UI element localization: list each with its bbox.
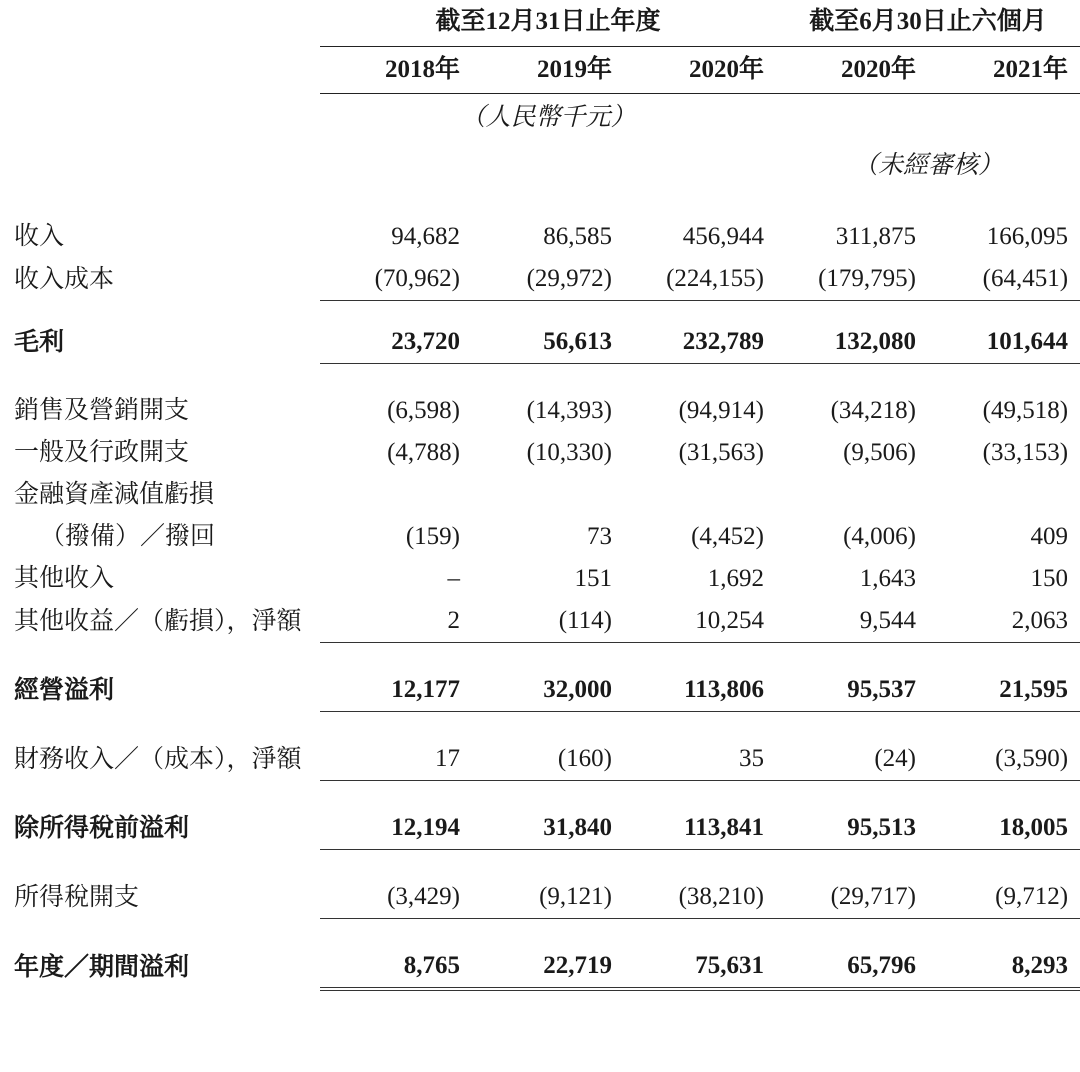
header-year-2020: 2020年 [624,47,776,94]
row-value: 23,720 [320,321,472,364]
row-label: 金融資產減值虧損 [14,481,215,508]
gap-row-6 [0,781,1080,808]
row-value: 166,095 [986,223,1069,250]
table-row-gross-profit [0,321,1080,364]
gap-cell [0,781,1080,808]
row-value: 456,944 [682,223,765,250]
row-value: 95,513 [776,807,928,850]
row-value [320,474,472,516]
row-value: (224,155) [624,258,776,301]
row-label: 其他收入 [14,565,115,592]
currency-note-row [0,94,1080,143]
row-value: 150 [1030,565,1069,592]
header-group-interim: 截至6月30日止六個月 [776,0,1080,47]
row-value: 22,719 [472,945,624,989]
gap-cell [0,919,1080,946]
audit-note-row [0,142,1080,190]
row-value: (4,006) [843,523,917,550]
table-row-selling-expenses [0,390,1080,432]
row-value: (3,590) [928,738,1080,781]
row-value: (38,210) [624,876,776,919]
header-year-2021-interim: 2021年 [928,47,1080,94]
gap-row-4 [0,643,1080,670]
table-row-other-gains [0,600,1080,643]
row-value: 2,063 [928,600,1080,643]
gap-cell [0,712,1080,739]
audit-spacer [0,142,320,190]
row-value: (4,452) [691,523,765,550]
currency-note: （人民幣千元） [460,104,636,131]
row-value: (3,429) [320,876,472,919]
row-value: (31,563) [678,439,765,466]
header-spacer-2 [0,47,320,94]
currency-empty [776,94,1080,143]
row-label: 經營溢利 [14,676,115,704]
row-value: 8,293 [928,945,1080,989]
row-value: 56,613 [472,321,624,364]
row-value: 311,875 [835,223,917,250]
table-row-finance-income [0,738,1080,781]
row-value: (179,795) [776,258,928,301]
row-value: 65,796 [776,945,928,989]
row-value [776,474,928,516]
table-row-profit-before-tax [0,807,1080,850]
table-row-other-income [0,558,1080,600]
row-label: （撥備）／撥回 [40,523,216,550]
row-label: 所得稅開支 [14,883,140,911]
row-label: 收入成本 [14,265,115,293]
row-label: 一般及行政開支 [14,439,190,466]
audit-empty [320,142,776,190]
row-value: 73 [587,523,612,550]
table-row-operating-profit [0,669,1080,712]
header-year-2020-interim: 2020年 [776,47,928,94]
row-value: 10,254 [624,600,776,643]
row-value [928,474,1080,516]
table-row-profit-for-period [0,945,1080,989]
gap-row-3 [0,364,1080,391]
row-value: (9,506) [843,439,917,466]
row-label: 其他收益／（虧損），淨額 [14,607,302,635]
gap-row-1 [0,190,1080,216]
gap-row-8 [0,919,1080,946]
row-value [624,474,776,516]
row-value: 232,789 [624,321,776,364]
row-value: 18,005 [928,807,1080,850]
row-value: (14,393) [526,397,612,424]
gap-cell [0,301,1080,322]
row-label: 銷售及營銷開支 [14,397,190,424]
row-value: (6,598) [387,397,460,424]
table-row-impairment-provision [0,516,1080,558]
header-spacer [0,0,320,47]
row-value: 2 [320,600,472,643]
currency-spacer [0,94,320,143]
row-value: 12,194 [320,807,472,850]
row-value: 113,841 [624,807,776,850]
row-value: 35 [624,738,776,781]
header-year-2019: 2019年 [472,47,624,94]
gap-row-7 [0,850,1080,877]
audit-note: （未經審核） [853,152,1004,179]
row-value: (114) [472,600,624,643]
row-value: 94,682 [391,223,460,250]
row-value: 8,765 [320,945,472,989]
row-value: (29,717) [776,876,928,919]
row-value: 17 [320,738,472,781]
row-value: 101,644 [928,321,1080,364]
row-value: 1,643 [859,565,917,592]
row-value: (94,914) [678,397,765,424]
gap-cell [0,643,1080,670]
row-value: 31,840 [472,807,624,850]
row-value: (4,788) [387,439,460,466]
row-value: – [447,565,460,592]
table-row-income-tax [0,876,1080,919]
row-label: 年度／期間溢利 [14,954,190,981]
row-label: 財務收入／（成本），淨額 [14,745,302,773]
table-row-admin-expenses [0,432,1080,474]
row-value: (9,121) [472,876,624,919]
row-value: (159) [405,523,460,550]
header-year-row [0,47,1080,94]
row-value: 75,631 [624,945,776,989]
row-value: (34,218) [830,397,917,424]
row-value: 132,080 [776,321,928,364]
row-value: (33,153) [982,439,1069,466]
row-value: (10,330) [526,439,612,466]
table-row-impairment-title [0,474,1080,516]
gap-cell [0,190,1080,216]
gap-cell [0,364,1080,391]
row-label: 毛利 [14,328,65,356]
row-value: 12,177 [320,669,472,712]
row-label: 除所得稅前溢利 [14,814,190,842]
table-row-cost-of-revenue [0,258,1080,301]
row-value: (29,972) [472,258,624,301]
row-value: (9,712) [928,876,1080,919]
row-value: 113,806 [624,669,776,712]
row-label: 收入 [14,223,65,250]
row-value: 9,544 [776,600,928,643]
header-group-row [0,0,1080,47]
row-value: 151 [574,565,612,592]
header-group-annual: 截至12月31日止年度 [320,0,776,47]
row-value: (70,962) [320,258,472,301]
row-value: 86,585 [543,223,612,250]
row-value: 1,692 [707,565,765,592]
row-value: 32,000 [472,669,624,712]
row-value: (24) [776,738,928,781]
gap-row-2 [0,301,1080,322]
table-row-revenue [0,216,1080,258]
row-value: (64,451) [928,258,1080,301]
header-year-2018: 2018年 [320,47,472,94]
gap-row-5 [0,712,1080,739]
row-value: 95,537 [776,669,928,712]
gap-cell [0,850,1080,877]
row-value: 21,595 [928,669,1080,712]
row-value: (49,518) [982,397,1069,424]
row-value [472,474,624,516]
row-value: (160) [472,738,624,781]
row-value: 409 [1030,523,1069,550]
